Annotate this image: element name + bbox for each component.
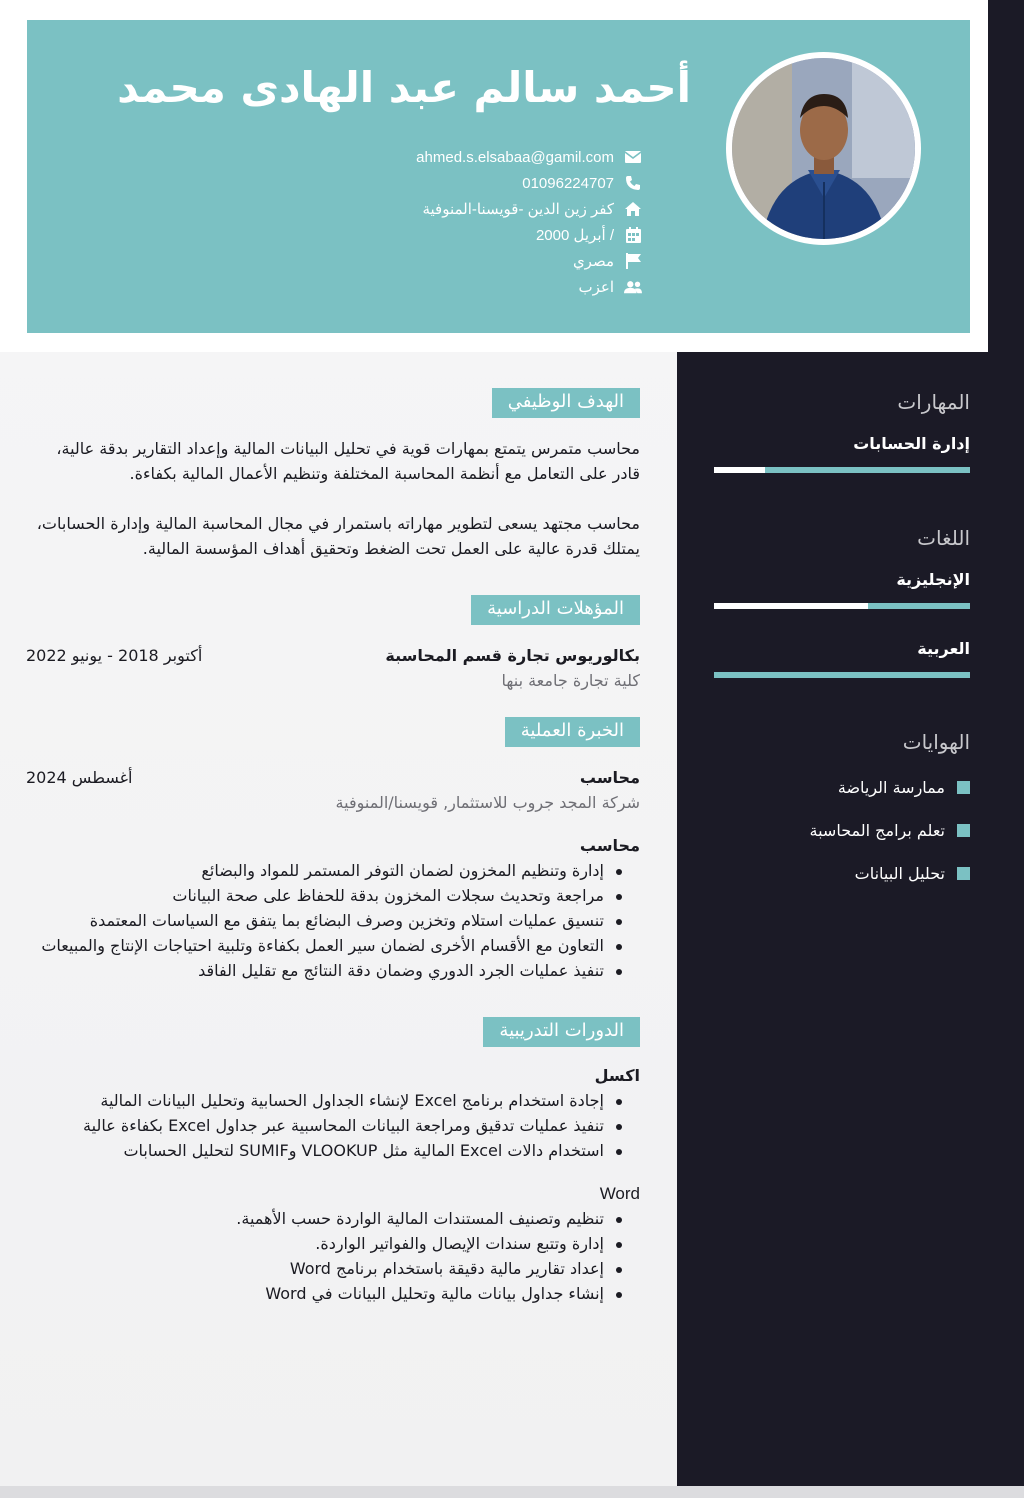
excel-list bbox=[26, 1088, 640, 1163]
list-item: إجادة استخدام برنامج Excel لإنشاء الجداول الحسابية وتحليل البيانات المالية bbox=[26, 1088, 640, 1113]
list-item: تنسيق عمليات استلام وتخزين وصرف البضائع بما يتفق مع السياسات المعتمدة bbox=[26, 908, 640, 933]
phone-text[interactable]: 01096224707 bbox=[522, 174, 614, 192]
languages-block bbox=[714, 526, 970, 678]
education-title: المؤهلات الدراسية bbox=[471, 595, 640, 625]
duties-list bbox=[26, 858, 640, 983]
education-section bbox=[26, 595, 640, 693]
phone-icon bbox=[624, 174, 642, 192]
email-text[interactable]: ahmed.s.elsabaa@gamil.com bbox=[416, 148, 614, 166]
nationality-text: مصري bbox=[572, 253, 614, 270]
profile-photo bbox=[732, 58, 915, 239]
education-dates: أكتوبر 2018 - يونيو 2022 bbox=[26, 646, 203, 665]
degree-name: بكالوريوس تجارة قسم المحاسبة bbox=[385, 646, 640, 665]
skill-label: إدارة الحسابات bbox=[853, 434, 970, 453]
contact-list bbox=[300, 144, 642, 300]
hobby-item bbox=[714, 862, 970, 884]
company-name: شركة المجد جروب للاستثمار, قويسنا/المنوفية bbox=[335, 793, 640, 812]
hobby-label: ممارسة الرياضة bbox=[837, 777, 945, 797]
contact-phone bbox=[300, 170, 642, 196]
list-item: استخدام دالات Excel المالية مثل VLOOKUP وSUMIF لتحليل الحسابات bbox=[26, 1138, 640, 1163]
envelope-icon bbox=[624, 148, 642, 166]
list-item: إدارة وتنظيم المخزون لضمان التوفر المستمر للمواد والبضائع bbox=[26, 858, 640, 883]
contact-address bbox=[300, 196, 642, 222]
sidebar bbox=[677, 352, 1024, 1486]
school-name: كلية تجارة جامعة بنها bbox=[501, 671, 640, 690]
birth-text: / أبريل 2000 bbox=[535, 227, 614, 244]
contact-birth bbox=[300, 222, 642, 248]
square-bullet-icon bbox=[957, 781, 970, 794]
language-label-arabic: العربية bbox=[917, 639, 970, 658]
objective-section bbox=[26, 388, 640, 561]
language-bar-english bbox=[714, 603, 970, 609]
language-label-english: الإنجليزية bbox=[896, 570, 970, 589]
hobbies-title: الهوايات bbox=[902, 730, 970, 754]
main-content bbox=[26, 388, 640, 1306]
contact-status bbox=[300, 274, 642, 300]
list-item: إعداد تقارير مالية دقيقة باستخدام برنامج Word bbox=[26, 1256, 640, 1281]
experience-title: الخبرة العملية bbox=[505, 717, 640, 747]
skills-title: المهارات bbox=[897, 390, 970, 414]
experience-details bbox=[336, 765, 640, 815]
hobbies-block bbox=[714, 730, 970, 884]
experience-entry bbox=[26, 765, 640, 815]
skill-bar bbox=[714, 467, 970, 473]
status-text: اعزب bbox=[578, 279, 614, 296]
list-item: إنشاء جداول بيانات مالية وتحليل البيانات في Word bbox=[26, 1281, 640, 1306]
objective-paragraph-1: محاسب متمرس يتمتع بمهارات قوية في تحليل البيانات المالية وإعداد التقارير بدقة عالية، قادر على التعامل مع أنظمة المحاسبة المختلفة وتنظيم الأعمال المالية بكفاءة. bbox=[56, 439, 640, 483]
contact-email bbox=[300, 144, 642, 170]
courses-title: الدورات التدريبية bbox=[483, 1017, 640, 1047]
languages-title: اللغات bbox=[917, 526, 970, 550]
role-heading: محاسب bbox=[579, 836, 640, 855]
language-bar-arabic bbox=[714, 672, 970, 678]
experience-section bbox=[26, 717, 640, 983]
education-entry bbox=[26, 643, 640, 693]
courses-section bbox=[26, 1017, 640, 1306]
list-item: تنفيذ عمليات تدقيق ومراجعة البيانات المحاسبية عبر جداول Excel بكفاءة عالية bbox=[26, 1113, 640, 1138]
job-title: محاسب bbox=[579, 768, 640, 787]
list-item: إدارة وتتبع سندات الإيصال والفواتير الواردة. bbox=[26, 1231, 640, 1256]
language-bar-fill bbox=[714, 672, 970, 678]
experience-date: أغسطس 2024 bbox=[26, 768, 133, 787]
square-bullet-icon bbox=[957, 824, 970, 837]
objective-title: الهدف الوظيفي bbox=[492, 388, 640, 418]
bottom-strip bbox=[0, 1486, 1024, 1498]
word-heading: Word bbox=[599, 1184, 640, 1203]
home-icon bbox=[624, 200, 642, 218]
list-item: تنفيذ عمليات الجرد الدوري وضمان دقة النتائج مع تقليل الفاقد bbox=[26, 958, 640, 983]
users-icon bbox=[624, 278, 642, 296]
candidate-name: أحمد سالم عبد الهادى محمد bbox=[117, 63, 691, 112]
hobby-label: تحليل البيانات bbox=[854, 863, 945, 883]
contact-nationality bbox=[300, 248, 642, 274]
hobby-label: تعلم برامج المحاسبة bbox=[809, 820, 945, 840]
list-item: مراجعة وتحديث سجلات المخزون بدقة للحفاظ على صحة البيانات bbox=[26, 883, 640, 908]
flag-icon bbox=[624, 252, 642, 270]
square-bullet-icon bbox=[957, 867, 970, 880]
objective-paragraph-2: محاسب مجتهد يسعى لتطوير مهاراته باستمرار في مجال المحاسبة المالية وإدارة الحسابات، يمتلك قدرة عالية على العمل تحت الضغط وتحقيق أهداف المؤسسة المالية. bbox=[36, 514, 640, 558]
hobby-item bbox=[714, 819, 970, 841]
list-item: تنظيم وتصنيف المستندات المالية الواردة حسب الأهمية. bbox=[26, 1206, 640, 1231]
word-list bbox=[26, 1206, 640, 1306]
person-illustration bbox=[732, 58, 915, 239]
avatar bbox=[726, 52, 921, 245]
excel-heading: اكسل bbox=[594, 1066, 640, 1085]
education-details bbox=[385, 643, 640, 693]
hobby-item bbox=[714, 776, 970, 798]
address-text: كفر زين الدين -قويسنا-المنوفية bbox=[422, 201, 614, 218]
skill-bar-fill bbox=[765, 467, 970, 473]
list-item: التعاون مع الأقسام الأخرى لضمان سير العمل بكفاءة وتلبية احتياجات الإنتاج والمبيعات bbox=[26, 933, 640, 958]
calendar-icon bbox=[624, 226, 642, 244]
language-bar-fill bbox=[868, 603, 970, 609]
skills-block bbox=[714, 390, 970, 473]
